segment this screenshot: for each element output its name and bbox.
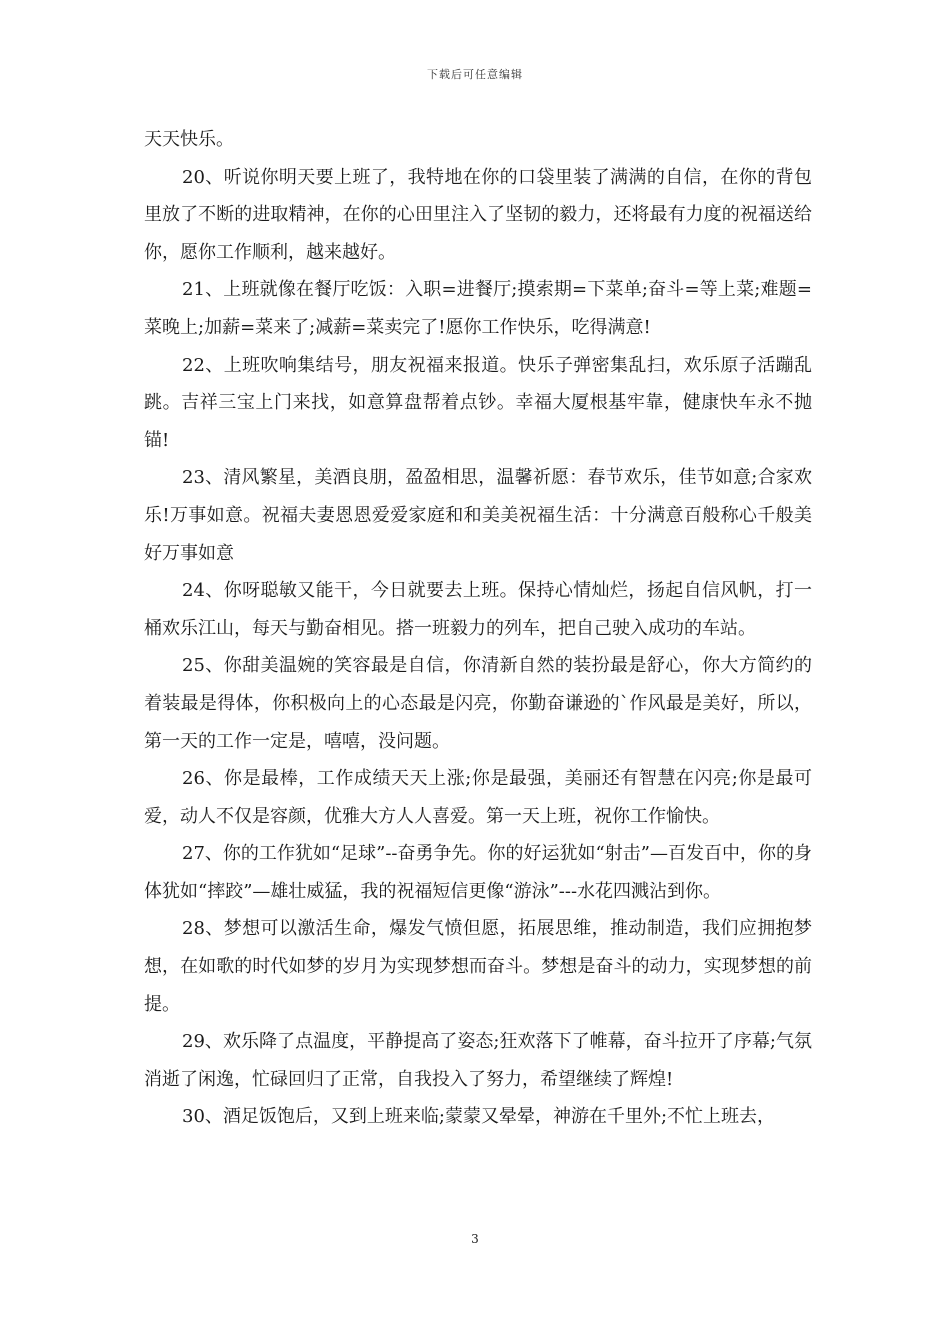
page-number: 3 xyxy=(471,1232,479,1246)
paragraph-continuation: 天天快乐。 xyxy=(144,129,234,150)
paragraph-27: 27、你的工作犹如“足球”--奋勇争先。你的好运犹如“射击”—百发百中，你的身体犹如“摔跤”—雄壮威猛，我的祝福短信更像“游泳”---水花四溅沾到你。 xyxy=(144,843,812,902)
page-header: 下载后可任意编辑 xyxy=(427,68,523,81)
paragraph-25: 25、你甜美温婉的笑容最是自信，你清新自然的装扮最是舒心，你大方简约的着装最是得体，你积极向上的心态最是闪亮，你勤奋谦逊的`作风最是美好，所以，第一天的工作一定是，嘻嘻，没问题。 xyxy=(144,655,812,752)
paragraph-26: 26、你是最棒，工作成绩天天上涨;你是最强，美丽还有智慧在闪亮;你是最可爱，动人不仅是容颜，优雅大方人人喜爱。第一天上班，祝你工作愉快。 xyxy=(144,768,812,827)
paragraph-28: 28、梦想可以激活生命，爆发气愤但愿，拓展思维，推动制造，我们应拥抱梦想，在如歌的时代如梦的岁月为实现梦想而奋斗。梦想是奋斗的动力，实现梦想的前提。 xyxy=(144,918,812,1015)
paragraph-20: 20、听说你明天要上班了，我特地在你的口袋里装了满满的自信，在你的背包里放了不断的进取精神，在你的心田里注入了坚韧的毅力，还将最有力度的祝福送给你，愿你工作顺利，越来越好。 xyxy=(144,166,812,263)
paragraph-23: 23、清风繁星，美酒良朋，盈盈相思，温馨祈愿：春节欢乐，佳节如意;合家欢乐!万事如意。祝福夫妻恩恩爱爱家庭和和美美祝福生活：十分满意百般称心千般美好万事如意 xyxy=(144,467,812,564)
paragraph-30: 30、酒足饭饱后，又到上班来临;蒙蒙又晕晕，神游在千里外;不忙上班去， xyxy=(182,1106,776,1128)
paragraph-29: 29、欢乐降了点温度，平静提高了姿态;狂欢落下了帷幕，奋斗拉开了序幕;气氛消逝了闲逸，忙碌回归了正常，自我投入了努力，希望继续了辉煌! xyxy=(144,1031,812,1090)
paragraph-22: 22、上班吹响集结号，朋友祝福来报道。快乐子弹密集乱扫，欢乐原子活蹦乱跳。吉祥三宝上门来找，如意算盘帮着点钞。幸福大厦根基牢靠，健康快车永不抛锚! xyxy=(144,354,812,451)
paragraph-24: 24、你呀聪敏又能干，今日就要去上班。保持心情灿烂，扬起自信风帆，打一桶欢乐江山，每天与勤奋相见。搭一班毅力的列车，把自己驶入成功的车站。 xyxy=(144,580,812,639)
paragraph-21: 21、上班就像在餐厅吃饭：入职=进餐厅;摸索期=下菜单;奋斗=等上菜;难题=菜晚上;加薪=菜来了;减薪=菜卖完了!愿你工作快乐，吃得满意! xyxy=(144,279,812,338)
document-body xyxy=(144,121,812,1136)
